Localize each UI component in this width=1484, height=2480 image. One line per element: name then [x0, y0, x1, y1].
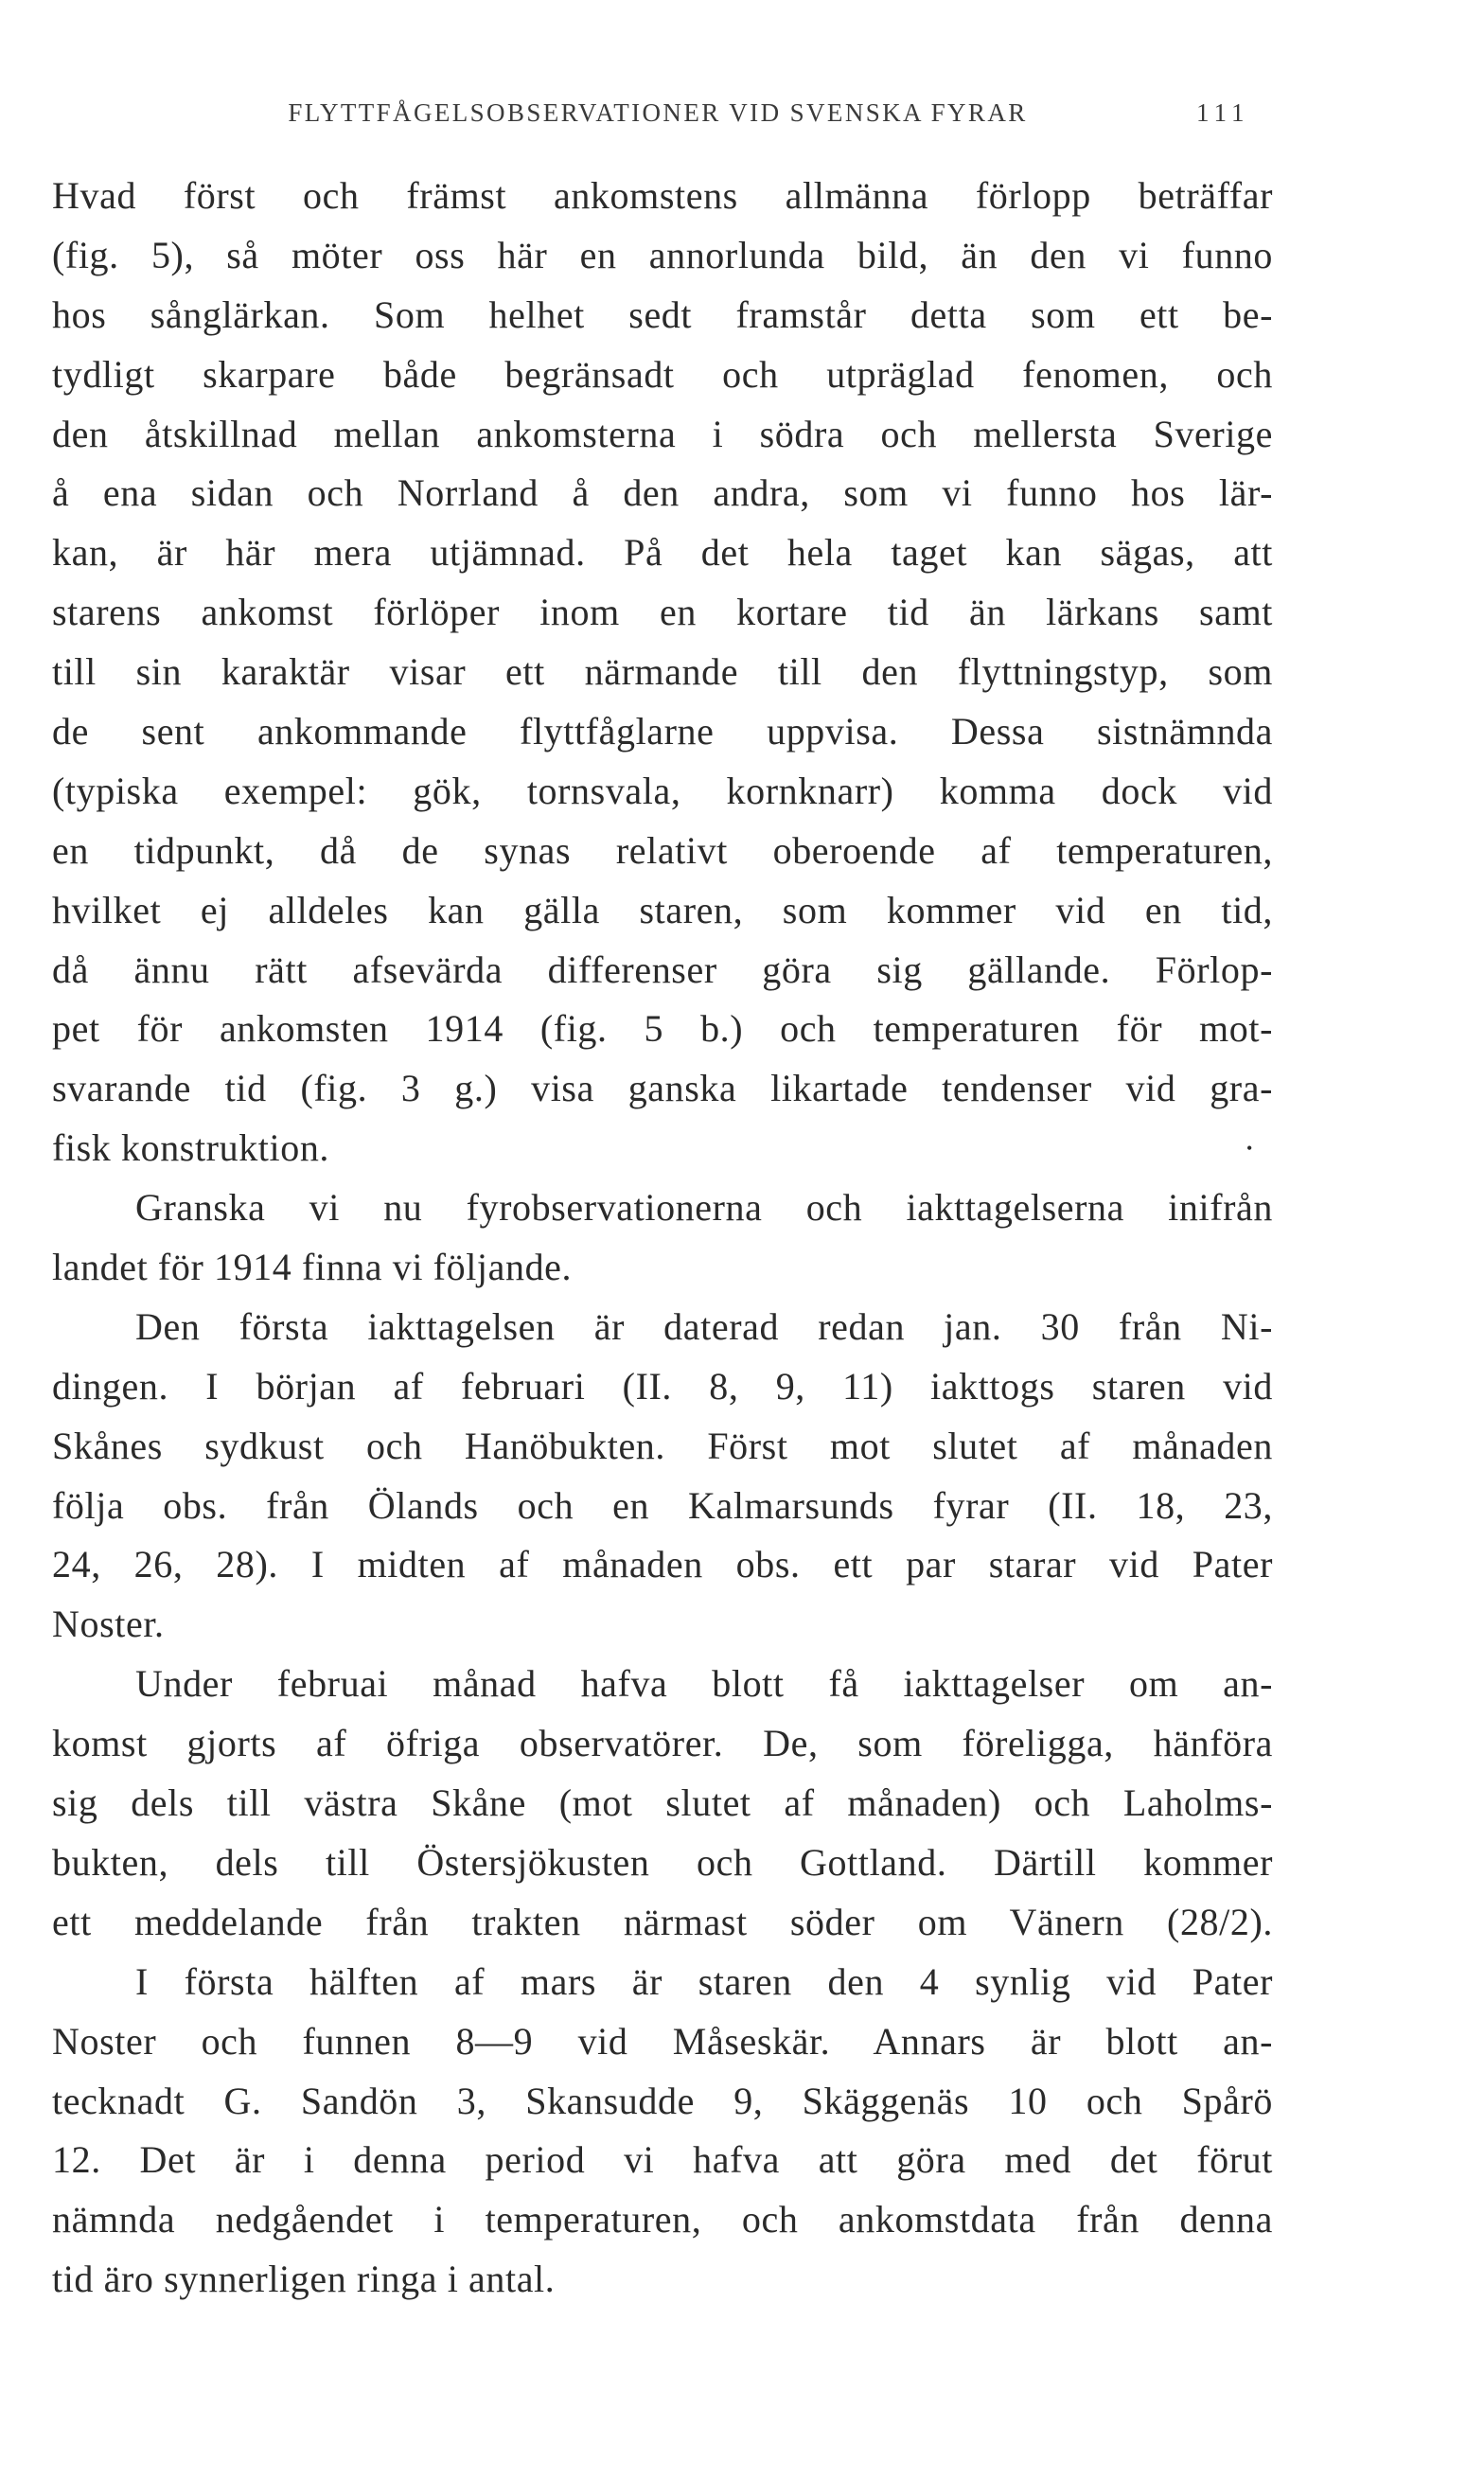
text-line: tecknadt G. Sandön 3, Skansudde 9, Skäggenäs 10 och Spårö [52, 2079, 1273, 2122]
text-line: I första hälften af mars är staren den 4 synlig vid Pater [135, 1959, 1273, 2003]
text-line: bukten, dels till Östersjökusten och Gottland. Därtill kommer [52, 1840, 1273, 1884]
text-line: till sin karaktär visar ett närmande till den flyttningstyp, som [52, 650, 1273, 694]
text-line: kan, är här mera utjämnad. På det hela taget kan sägas, att [52, 531, 1273, 575]
text-line: då ännu rätt afsevärda differenser göra sig gällande. Förlop- [52, 948, 1273, 991]
page-number: 111 [1196, 98, 1250, 127]
text-line: hvilket ej alldeles kan gälla staren, som kommer vid en tid, [52, 888, 1273, 931]
text-line: Noster och funnen 8—9 vid Måseskär. Annars är blott an- [52, 2019, 1273, 2063]
text-line: de sent ankommande flyttfåglarne uppvisa. Dessa sistnämnda [52, 710, 1273, 753]
body-text [52, 167, 1273, 2310]
text-line [52, 1119, 1273, 1178]
running-head: FLYTTFÅGELSOBSERVATIONER VID SVENSKA FYRAR [288, 98, 1028, 127]
text-line: hos sånglärkan. Som helhet sedt framstår detta som ett be- [52, 292, 1273, 336]
text-line: en tidpunkt, då de synas relativt oberoende af temperaturen, [52, 828, 1273, 872]
stray-mark: • [1246, 1139, 1253, 1159]
text-line-content: fisk konstruktion. [52, 1126, 330, 1170]
text-line: Hvad först och främst ankomstens allmänna förlopp beträffar [52, 174, 1273, 217]
text-line: tid äro synnerligen ringa i antal. [52, 2258, 556, 2301]
text-line: Under februai månad hafva blott få iakttagelser om an- [135, 1662, 1273, 1706]
text-line: Den första iakttagelsen är daterad redan jan. 30 från Ni- [135, 1304, 1273, 1348]
text-line: Granska vi nu fyrobservationerna och iakttagelserna inifrån [135, 1186, 1273, 1230]
text-line: Noster. [52, 1603, 165, 1646]
text-line: (fig. 5), så möter oss här en annorlunda bild, än den vi funno [52, 233, 1273, 276]
text-line: svarande tid (fig. 3 g.) visa ganska likartade tendenser vid gra- [52, 1067, 1273, 1110]
text-line: den åtskillnad mellan ankomsterna i södra och mellersta Sverige [52, 412, 1273, 455]
text-line: följa obs. från Ölands och en Kalmarsunds fyrar (II. 18, 23, [52, 1483, 1273, 1527]
text-line: 12. Det är i denna period vi hafva att göra med det förut [52, 2138, 1273, 2182]
text-line: dingen. I början af februari (II. 8, 9, 11) iakttogs staren vid [52, 1364, 1273, 1408]
text-line: Skånes sydkust och Hanöbukten. Först mot slutet af månaden [52, 1424, 1273, 1467]
text-line: sig dels till västra Skåne (mot slutet af månaden) och Laholms- [52, 1781, 1273, 1825]
text-line: tydligt skarpare både begränsadt och utpräglad fenomen, och [52, 352, 1273, 396]
text-line: landet för 1914 finna vi följande. [52, 1246, 573, 1289]
text-line: starens ankomst förlöper inom en kortare tid än lärkans samt [52, 591, 1273, 634]
text-line: å ena sidan och Norrland å den andra, som vi funno hos lär- [52, 471, 1273, 515]
text-line: (typiska exempel: gök, tornsvala, kornknarr) komma dock vid [52, 769, 1273, 812]
text-line: ett meddelande från trakten närmast söder om Vänern (28/2). [52, 1900, 1273, 1943]
text-line: pet för ankomsten 1914 (fig. 5 b.) och temperaturen för mot- [52, 1007, 1273, 1051]
text-line: nämnda nedgåendet i temperaturen, och ankomstdata från denna [52, 2198, 1273, 2241]
text-line: komst gjorts af öfriga observatörer. De, som föreligga, hänföra [52, 1722, 1273, 1765]
text-line: 24, 26, 28). I midten af månaden obs. ett par starar vid Pater [52, 1543, 1273, 1586]
